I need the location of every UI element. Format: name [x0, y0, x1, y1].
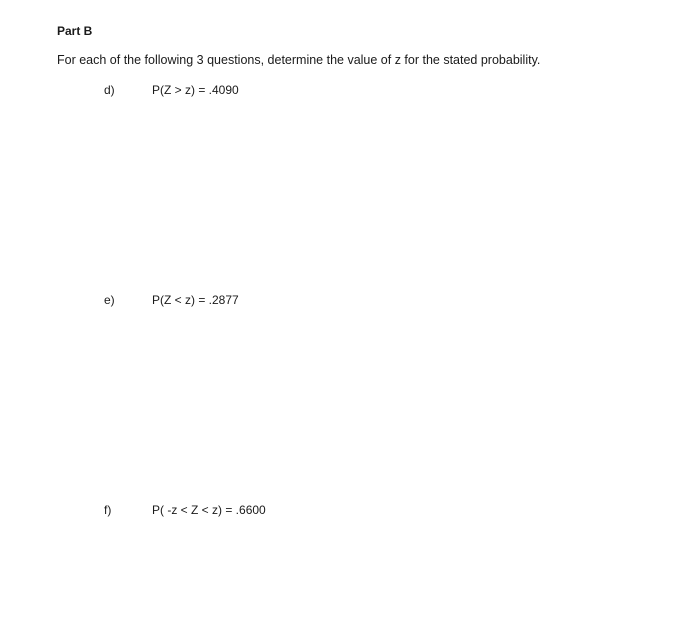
instructions-text: For each of the following 3 questions, determine the value of z for the stated probability. [57, 53, 541, 67]
question-d [0, 83, 692, 99]
question-f [0, 503, 692, 519]
question-label: d) [104, 83, 115, 97]
probability-expression: P( -z < Z < z) = .6600 [152, 503, 266, 517]
probability-expression: P(Z < z) = .2877 [152, 293, 239, 307]
question-label: e) [104, 293, 115, 307]
question-e [0, 293, 692, 309]
question-label: f) [104, 503, 112, 517]
section-heading: Part B [57, 24, 93, 38]
probability-expression: P(Z > z) = .4090 [152, 83, 239, 97]
